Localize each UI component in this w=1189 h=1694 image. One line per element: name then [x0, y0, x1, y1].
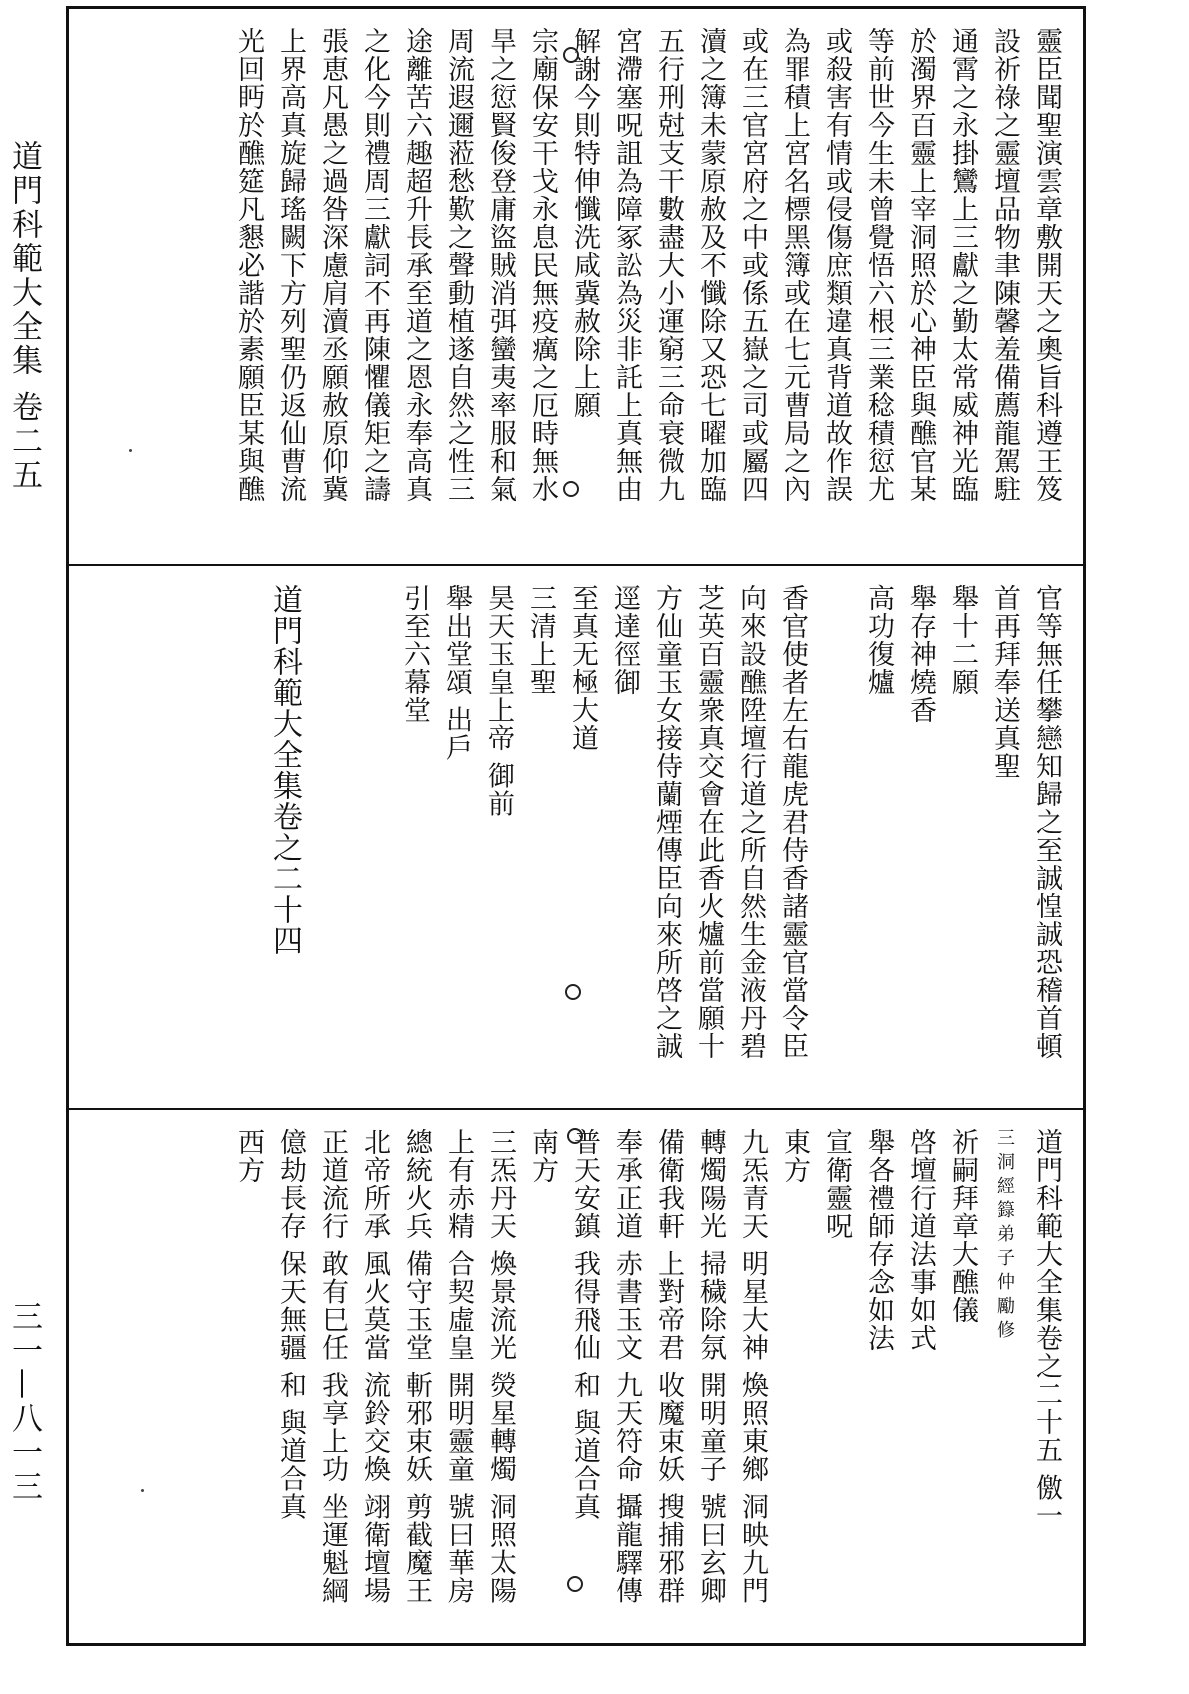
- text-column: 北帝所承 風火莫當 流鈴交煥 翊衛壇場: [359, 1128, 390, 1605]
- text-column: 舉各禮師存念如法: [863, 1128, 894, 1352]
- text-column: 宮滯塞呪詛為障冢訟為災非託上真無由: [611, 27, 642, 503]
- text-column: 引至六幕堂: [399, 584, 430, 724]
- text-column: 五行刑尅支干數盡大小運窮三命衰微九: [653, 27, 684, 503]
- text-column: 宣衛靈呪: [821, 1128, 852, 1240]
- text-column: 周流遐邇蒞愁歎之聲動植遂自然之性三: [443, 27, 474, 503]
- page-number: 三一—八一三: [6, 1300, 42, 1504]
- circle-mark: [567, 1128, 583, 1144]
- column-gap: [305, 584, 349, 1098]
- text-column: 九炁青天 明星大神 煥照東鄉 洞映九門: [737, 1128, 768, 1605]
- panel-bottom: [69, 1110, 1083, 1643]
- text-column: 奉承正道 赤書玉文 九天符命 攝龍驛傳: [611, 1128, 642, 1605]
- book-title: 道門科範大全集 卷二五: [6, 140, 42, 493]
- text-column: 通霄之永掛鸞上三獻之勤太常威神光臨: [947, 27, 978, 503]
- text-column: 祈嗣拜章大醮儀: [947, 1128, 978, 1324]
- page-frame: [66, 6, 1086, 1646]
- circle-mark: [567, 1576, 583, 1592]
- text-column: 至真无極大道: [567, 584, 598, 752]
- text-column: 為罪積上宮名標黑簿或在七元曹局之內: [779, 27, 810, 503]
- text-column: 高功復爐: [863, 584, 894, 696]
- text-column: 三清上聖: [525, 584, 556, 696]
- ink-speck: [141, 1489, 144, 1492]
- column-gap: [813, 584, 857, 1098]
- text-column: 逕達徑御: [609, 584, 640, 696]
- text-column: 舉出堂頌 出戶: [441, 584, 472, 762]
- circle-mark: [565, 984, 581, 1000]
- text-column: 或在三官宮府之中或係五嶽之司或屬四: [737, 27, 768, 503]
- text-column: 昊天玉皇上帝 御前: [483, 584, 514, 818]
- text-column: 首再拜奉送真聖: [989, 584, 1020, 780]
- text-column: 正道流行 敢有巳任 我享上功 坐運魁綱: [317, 1128, 348, 1605]
- text-columns: [129, 27, 1067, 554]
- text-column: 靈臣聞聖演雲章敷開天之奧旨科遵王笈: [1031, 27, 1062, 503]
- text-column: 東方: [779, 1128, 810, 1184]
- text-column: 普天安鎮 我得飛仙 和 與道合真: [569, 1128, 600, 1521]
- text-column: 光回眄於醮筵凡懇必諧於素願臣某與醮: [233, 27, 264, 503]
- text-column: 西方: [233, 1128, 264, 1184]
- ink-speck: [129, 449, 132, 452]
- panel-top: [69, 9, 1083, 564]
- text-column: 於濁界百靈上宰洞照於心神臣與醮官某: [905, 27, 936, 503]
- text-column: 轉燭陽光 掃穢除氛 開明童子 號曰玄卿: [695, 1128, 726, 1605]
- text-column: 舉存神燒香: [905, 584, 936, 724]
- text-column: 途離苦六趣超升長承至道之恩永奉高真: [401, 27, 432, 503]
- text-columns: [129, 1128, 1067, 1633]
- text-column: 張恵凡愚之過咎深慮肩瀆丞願赦原仰冀: [317, 27, 348, 503]
- text-column: 芝英百靈衆真交會在此香火爐前當願十: [693, 584, 724, 1060]
- text-column: 舉十二願: [947, 584, 978, 696]
- circle-mark: [563, 481, 579, 497]
- circle-mark: [563, 47, 579, 63]
- text-columns: [129, 584, 1067, 1098]
- text-column: 三炁丹天 煥景流光 熒星轉燭 洞照太陽: [485, 1128, 516, 1605]
- text-column: 等前世今生未曾覺悟六根三業稔積愆尤: [863, 27, 894, 503]
- panel-middle: [69, 566, 1083, 1108]
- text-column: 官等無任攀戀知歸之至誠惶誠恐稽首頓: [1031, 584, 1062, 1060]
- text-column: 設祈祿之靈壇品物聿陳馨羞備薦龍駕駐: [989, 27, 1020, 503]
- text-column: 旱之愆賢俊登庸盜賊消弭蠻夷率服和氣: [485, 27, 516, 503]
- text-column: 億劫長存 保天無疆 和 與道合真: [275, 1128, 306, 1521]
- text-column: 解謝今則特伸懺洗咸冀赦除上願: [569, 27, 600, 419]
- column-gap: [349, 584, 393, 1098]
- text-column: 上界高真旋歸瑤闕下方列聖仍返仙曹流: [275, 27, 306, 503]
- text-column: 上有赤精 合契虛皇 開明靈童 號曰華房: [443, 1128, 474, 1605]
- text-column: 道門科範大全集卷之二十五 儌一: [1031, 1128, 1062, 1530]
- text-column: 向來設醮陞壇行道之所自然生金液丹碧: [735, 584, 766, 1060]
- text-column: 總統火兵 備守玉堂 斬邪束妖 剪截魔王: [401, 1128, 432, 1605]
- text-column: 香官使者左右龍虎君侍香諸靈官當令臣: [777, 584, 808, 1060]
- text-column: 或殺害有情或侵傷庶類違真背道故作誤: [821, 27, 852, 503]
- text-column: 三洞經籙弟子仲勵修: [994, 1128, 1015, 1344]
- text-column: 南方: [527, 1128, 558, 1184]
- text-column: 宗廟保安干戈永息民無疫癘之厄時無水: [527, 27, 558, 503]
- text-column: 方仙童玉女接侍蘭煙傳臣向來所啓之誠: [651, 584, 682, 1060]
- text-column: 備衛我軒 上對帝君 收魔束妖 搜捕邪群: [653, 1128, 684, 1605]
- text-column: 之化今則禮周三獻詞不再陳懼儀矩之譸: [359, 27, 390, 503]
- text-column: 道門科範大全集卷之二十四: [267, 584, 302, 956]
- text-column: 瀆之簿未蒙原赦及不懺除又恐七曜加臨: [695, 27, 726, 503]
- text-column: 啓壇行道法事如式: [905, 1128, 936, 1352]
